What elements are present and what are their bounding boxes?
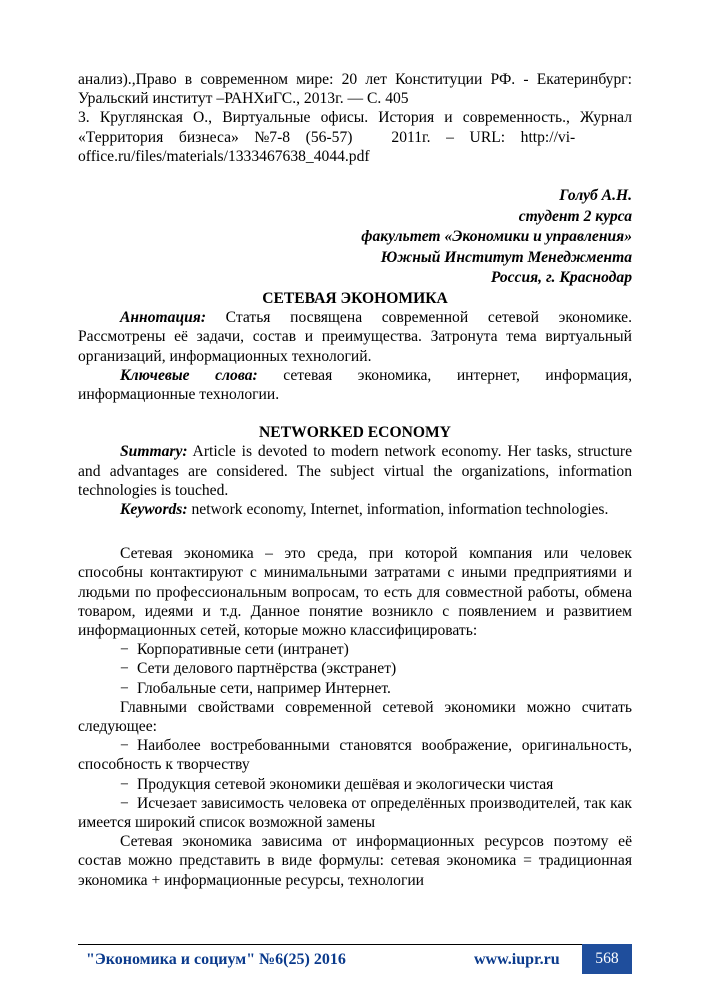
body-paragraph-2: Главными свойствами современной сетевой экономики можно считать следующее: [78, 698, 632, 736]
reference-line: «Территория бизнеса» №7-8 (56-57) 2011г. – URL: http://vi- [78, 128, 576, 146]
keywords-ru-text: сетевая экономика, интернет, информация, информационные технологии. [78, 366, 632, 403]
spacer [78, 404, 632, 423]
reference-2-continuation [78, 70, 632, 89]
title-en: NETWORKED ECONOMY [259, 424, 451, 442]
dash-bullet-icon: − [120, 737, 129, 755]
author-block [78, 186, 632, 289]
list-item [78, 679, 632, 698]
title-ru: СЕТЕВАЯ ЭКОНОМИКА [262, 289, 448, 307]
list-item [78, 736, 632, 774]
dash-bullet-icon: − [120, 641, 129, 659]
footer-site-link[interactable]: www.iupr.ru [474, 951, 560, 968]
author-institute: Южный Институт Менеджмента [380, 248, 632, 266]
reference-url: office.ru/files/materials/1333467638_4044.pdf [78, 147, 370, 165]
dash-bullet-icon: − [120, 794, 129, 812]
page-number-badge: 568 [582, 944, 632, 974]
keywords-en [78, 500, 632, 519]
reference-line: анализ).,Право в современном мире: 20 лет Конституции РФ. - Екатеринбург: [78, 71, 632, 88]
list-item-text: Наиболее востребованными становятся воображение, оригинальность, способность к творчеству [78, 737, 632, 774]
reference-2-continuation-end [78, 89, 632, 108]
reference-line: 3. Круглянская О., Виртуальные офисы. История и современность., Журнал [78, 109, 632, 127]
list-item-text: Продукция сетевой экономики дешёвая и экологически чистая [137, 775, 554, 793]
author-location: Россия, г. Краснодар [490, 269, 632, 287]
list-item [78, 775, 632, 794]
author-faculty: факультет «Экономики и управления» [361, 228, 632, 246]
abstract-ru-label: Аннотация: [120, 309, 207, 327]
body-paragraph-1: Сетевая экономика – это среда, при которой компания или человек способны контактируют с минимальными затратами с иными предприятиями и людьми по профессиональным вопросам, то есть для совместной работы, обмена товаром, идеями и т.д. Данное понятие возникло с появлением и развитием информационных сетей, которые можно классифицировать: [78, 545, 632, 640]
list-item [78, 659, 632, 678]
summary-en-label: Summary: [120, 443, 188, 461]
list-item-text: Исчезает зависимость человека от определённых производителей, так как имеется широкий список возможной замены [78, 794, 632, 832]
keywords-en-text: network economy, Internet, information, information technologies. [187, 501, 609, 519]
abstract-ru [78, 308, 632, 366]
author-position: студент 2 курса [518, 207, 632, 225]
body-paragraph-3: Сетевая экономика зависима от информационных ресурсов поэтому её состав можно представить в виде формулы: сетевая экономика = традиционная экономика + информационные ресурсы, технологии [78, 833, 632, 889]
list-item [78, 794, 632, 832]
list-item [78, 640, 632, 659]
reference-3 [78, 108, 632, 127]
list-item-text: Глобальные сети, например Интернет. [137, 679, 391, 697]
article-page [78, 70, 632, 890]
list-item-text: Сети делового партнёрства (экстранет) [137, 660, 397, 678]
dash-bullet-icon: − [120, 679, 129, 697]
dash-bullet-icon: − [120, 660, 129, 678]
reference-line: Уральский институт –РАНХиГС., 2013г. — С. 405 [78, 90, 409, 108]
summary-en [78, 442, 632, 500]
footer-journal-title: "Экономика и социум" №6(25) 2016 [86, 951, 346, 968]
keywords-ru-label: Ключевые слова: [120, 366, 258, 384]
dash-bullet-icon: − [120, 775, 129, 793]
footer-divider [78, 944, 632, 945]
keywords-en-label: Keywords: [120, 501, 188, 519]
abstract-ru-text: Статья посвящена современной сетевой экономике. Рассмотрены её задачи, состав и преимущества. Затронута тема виртуальный организаций, информационных технологий. [78, 309, 632, 365]
reference-3-line2 [78, 128, 632, 147]
author-name: Голуб А.Н. [559, 187, 632, 205]
keywords-ru [78, 366, 632, 404]
reference-3-line3 [78, 147, 632, 166]
spacer [78, 519, 632, 544]
list-item-text: Корпоративные сети (интранет) [137, 641, 349, 659]
summary-en-text: Article is devoted to modern network economy. Her tasks, structure and advantages are considered. The subject virtual the organizations, information technologies is touched. [78, 443, 632, 499]
